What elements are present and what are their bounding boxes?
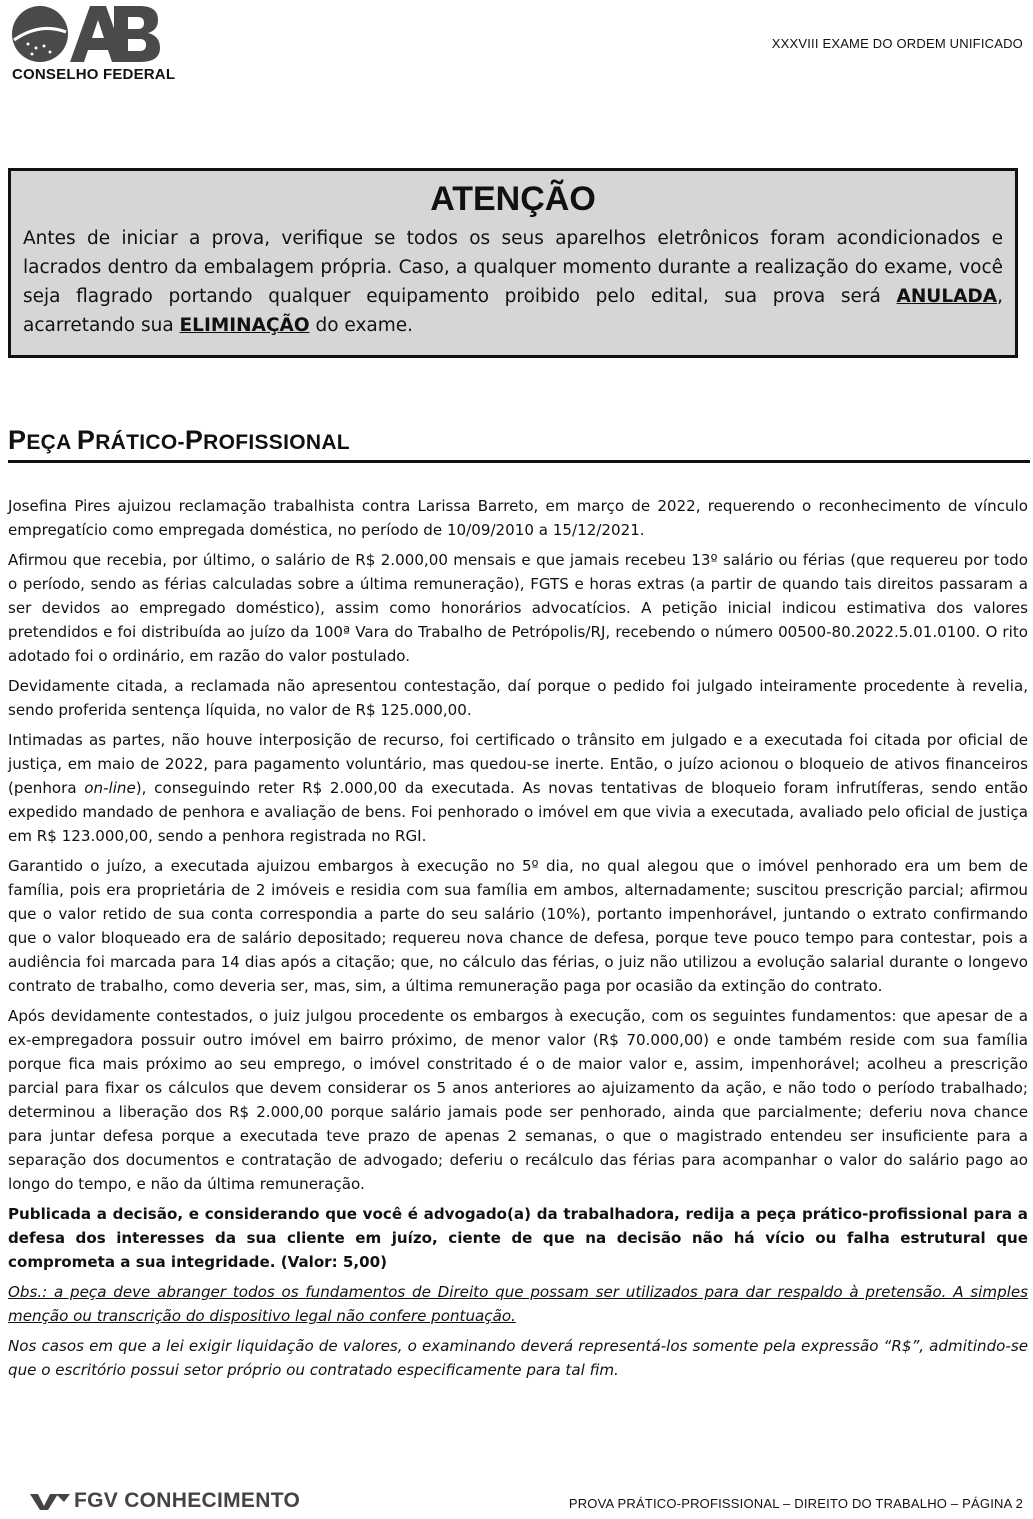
attention-text-part1: Antes de iniciar a prova, verifique se todos os seus aparelhos eletrônicos foram acondicionados e lacrados dentro da embalagem própria. Caso, a qualquer momento durante a realização do exame, você seja flagrado portando qualquer equipamento proibido pelo edital, sua prova será bbox=[23, 228, 1003, 308]
paragraph-3: Devidamente citada, a reclamada não apresentou contestação, daí porque o pedido foi julgado inteiramente procedente à revelia, sendo proferida sentença líquida, no valor de R$ 125.000,00. bbox=[8, 677, 1028, 719]
section-title-cap-1: P bbox=[8, 425, 27, 455]
anulada-emphasis: ANULADA bbox=[896, 286, 998, 308]
paragraph-4 bbox=[8, 728, 1028, 848]
attention-text-part2: , acarretando sua bbox=[23, 286, 1003, 337]
attention-text-part3: do exame. bbox=[309, 315, 414, 337]
question-body bbox=[8, 494, 1028, 1388]
attention-box bbox=[8, 168, 1018, 358]
paragraph-6: Após devidamente contestados, o juiz julgou procedente os embargos à execução, com os seguintes fundamentos: que apesar de a ex-empregadora possuir outro imóvel em bairro próximo, de menor valor (R$ 70.000,00) e onde também reside com sua família porque fica mais próximo ao seu emprego, o imóvel constritado é o de maior valor e, assim, impenhorável; acolheu a prescrição parcial para fixar os cálculos que devem considerar os 5 anos anteriores ao ajuizamento da ação, e não todo o período trabalhado; determinou a liberação dos R$ 2.000,00 porque salário jamais pode ser penhorado, ainda que parcialmente; deferiu nova chance para juntar defesa porque a executada teve prazo de apenas 2 semanas, o que o magistrado entendeu ser insuficiente para a separação dos documentos e contratação de advogado; deferiu o recálculo das férias para acompanhar o valor do salário pago ao longo do tempo, e não da última remuneração. bbox=[8, 1007, 1028, 1193]
eliminacao-emphasis: ELIMINAÇÃO bbox=[179, 315, 310, 337]
attention-text bbox=[23, 224, 1003, 340]
section-title bbox=[8, 425, 1030, 463]
fgv-logo-icon bbox=[30, 1492, 70, 1510]
page-footer bbox=[0, 1480, 1033, 1519]
section-title-cap-3: P bbox=[184, 425, 204, 455]
exam-title: XXXVIII EXAME DO ORDEM UNIFICADO bbox=[771, 36, 1023, 51]
task-statement: Publicada a decisão, e considerando que você é advogado(a) da trabalhadora, redija a peça prático-profissional para a defesa dos interesses da sua cliente em juízo, ciente de que na decisão não há vício ou falha estrutural que comprometa a sua integridade. (Valor: 5,00) bbox=[8, 1205, 1028, 1271]
section-title-rest-3: ROFISSIONAL bbox=[203, 431, 350, 454]
paragraph-4-italic: on-line bbox=[84, 779, 136, 797]
paragraph-5: Garantido o juízo, a executada ajuizou embargos à execução no 5º dia, no qual alegou que o imóvel penhorado era um bem de família, pois era proprietária de 2 imóveis e residia com sua família em ambos, alternadamente; suscitou prescrição parcial; afirmou que o valor retido de sua conta correspondia a parte do seu salário (10%), portanto impenhorável, juntando o extrato confirmando que o valor bloqueado era de salário depositado; requereu nova chance de defesa, porque teve pouco tempo para contestar, pois a audiência foi marcada para 14 dias após a citação; que, no cálculo das férias, o juiz não utilizou a evolução salarial durante o longevo contrato de trabalho, como deveria ser, mas, sim, a última remuneração paga por ocasião da extinção do contrato. bbox=[8, 857, 1028, 995]
section-title-cap-2: P bbox=[76, 425, 96, 455]
observation-note: Obs.: a peça deve abranger todos os fundamentos de Direito que possam ser utilizados para dar respaldo à pretensão. A simples menção ou transcrição do dispositivo legal não confere pontuação. bbox=[8, 1283, 1028, 1325]
section-title-rest-1: EÇA bbox=[26, 431, 77, 454]
attention-title: ATENÇÃO bbox=[430, 180, 596, 218]
oab-org-name: CONSELHO FEDERAL bbox=[12, 66, 176, 83]
paragraph-4-part2: ), conseguindo reter R$ 2.000,00 da executada. As novas tentativas de bloqueio foram infrutíferas, sendo então expedido mandado de penhora e avaliação de bens. Foi penhorado o imóvel em que vivia a executada, avaliado pelo oficial de justiça em R$ 123.000,00, sendo a penhora registrada no RGI. bbox=[8, 779, 1028, 845]
paragraph-4-part1: Intimadas as partes, não houve interposição de recurso, foi certificado o trânsito em julgado e a executada foi citada por oficial de justiça, em maio de 2022, para pagamento voluntário, mas quedou-se inerte. Então, o juízo acionou o bloqueio de ativos financeiros (penhora bbox=[8, 731, 1028, 797]
fgv-logo-text: FGV CONHECIMENTO bbox=[74, 1489, 301, 1512]
paragraph-2: Afirmou que recebia, por último, o salário de R$ 2.000,00 mensais e que jamais recebeu 13º salário ou férias (que requereu por todo o período, sendo as férias calculadas sobre a última remuneração), FGTS e horas extras (a partir de quando tais direitos passaram a ser devidos ao empregado doméstico), assim como honorários advocatícios. A petição inicial indicou estimativa dos valores pretendidos e foi distribuída ao juízo da 100ª Vara do Trabalho de Petrópolis/RJ, recebendo o número 00500-80.2022.5.01.0100. O rito adotado foi o ordinário, em razão do valor postulado. bbox=[8, 551, 1028, 665]
liquidation-note: Nos casos em que a lei exigir liquidação de valores, o examinando deverá representá-los somente pela expressão “R$”, admitindo-se que o escritório possui setor próprio ou contratado especificamente para tal fim. bbox=[8, 1337, 1028, 1379]
page-header bbox=[0, 0, 1033, 100]
paragraph-1: Josefina Pires ajuizou reclamação trabalhista contra Larissa Barreto, em março de 2022, requerendo o reconhecimento de vínculo empregatício como empregada doméstica, no período de 10/09/2010 a 15/12/2021. bbox=[8, 497, 1028, 539]
footer-page-label: PROVA PRÁTICO-PROFISSIONAL – DIREITO DO TRABALHO – PÁGINA 2 bbox=[568, 1496, 1023, 1511]
section-title-rest-2: RÁTICO- bbox=[95, 431, 185, 454]
